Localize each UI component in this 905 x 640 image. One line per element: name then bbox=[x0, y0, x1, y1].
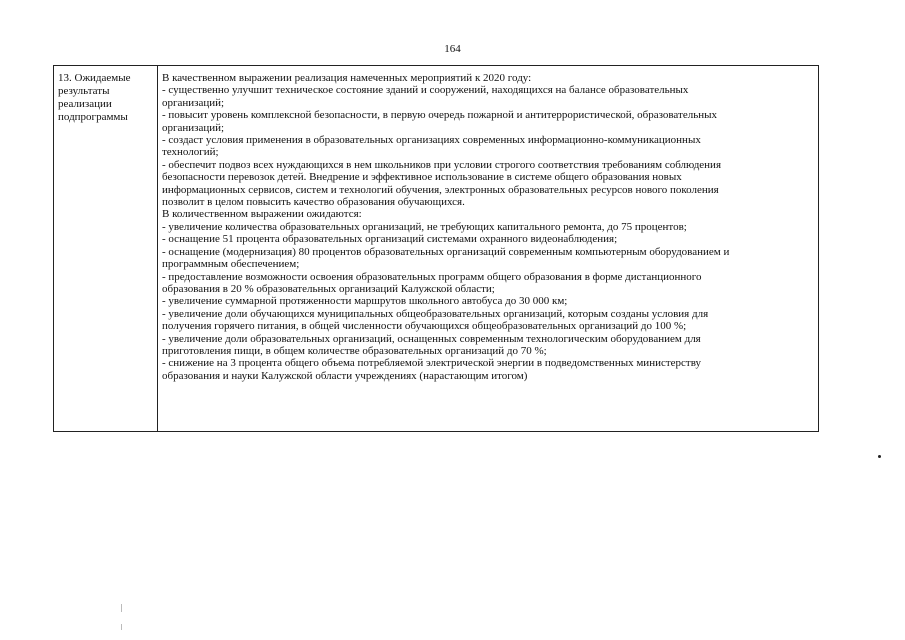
content-line: - увеличение количества образовательных организаций, не требующих капитального ремонта, до 75 процентов; bbox=[162, 220, 687, 233]
content-line: получения горячего питания, в общей численности обучающихся общеобразовательных организаций до 100 %; bbox=[162, 320, 687, 333]
results-table bbox=[53, 65, 819, 432]
content-line: безопасности перевозок детей. Внедрение и эффективное использование в системе общего образования новых bbox=[162, 171, 682, 184]
content-line: - повысит уровень комплексной безопасности, в первую очередь пожарной и антитеррористической, образовательных bbox=[162, 109, 718, 122]
content-line: технологий; bbox=[162, 146, 219, 159]
content-line: приготовления пищи, в общем количестве образовательных организаций до 70 %; bbox=[162, 344, 547, 357]
row-label-line: результаты bbox=[58, 84, 110, 97]
row-label-line: подпрограммы bbox=[58, 110, 128, 123]
content-line: - увеличение доли обучающихся муниципальных общеобразовательных организаций, которым созданы условия для bbox=[162, 307, 709, 320]
scan-mark bbox=[121, 624, 122, 630]
content-line: организаций; bbox=[162, 121, 225, 134]
content-line: - увеличение суммарной протяженности маршрутов школьного автобуса до 30 000 км; bbox=[162, 295, 568, 308]
row-label-cell bbox=[54, 66, 158, 431]
content-line: - оснащение 51 процента образовательных организаций системами охранного видеонаблюдения; bbox=[162, 233, 618, 246]
content-line: - создаст условия применения в образовательных организациях современных информационно-коммуникационных bbox=[162, 134, 701, 147]
row-label-line: реализации bbox=[58, 97, 112, 110]
row-content-cell bbox=[158, 66, 818, 431]
scan-speck bbox=[878, 455, 881, 458]
content-line: - увеличение доли образовательных организаций, оснащенных современным технологическим оборудованием для bbox=[162, 332, 701, 345]
content-line: - оснащение (модернизация) 80 процентов образовательных организаций современным компьютерным оборудованием и bbox=[162, 245, 730, 258]
content-line: В качественном выражении реализация намеченных мероприятий к 2020 году: bbox=[162, 72, 532, 84]
page-number: 164 bbox=[444, 43, 461, 55]
row-label-line: 13. Ожидаемые bbox=[58, 72, 131, 84]
content-line: образования и науки Калужской области учреждениях (нарастающим итогом) bbox=[162, 369, 528, 382]
content-line: - обеспечит подвоз всех нуждающихся в нем школьников при условии строгого соответствия требованиям соблюдения bbox=[162, 158, 722, 171]
content-line: программным обеспечением; bbox=[162, 258, 300, 271]
content-line: - снижение на 3 процента общего объема потребляемой электрической энергии в подведомственных министерству bbox=[162, 357, 702, 370]
content-line: В количественном выражении ожидаются: bbox=[162, 208, 362, 221]
content-line: организаций; bbox=[162, 96, 225, 109]
content-line: образования в 20 % образовательных организаций Калужской области; bbox=[162, 282, 495, 295]
content-line: - существенно улучшит техническое состояние зданий и сооружений, находящихся на балансе образовательных bbox=[162, 84, 689, 97]
content-line: - предоставление возможности освоения образовательных программ общего образования в форме дистанционного bbox=[162, 270, 702, 283]
content-line: позволит в целом повысить качество образования обучающихся. bbox=[162, 196, 465, 209]
content-line: информационных сервисов, систем и технологий обучения, электронных образовательных ресурсов нового поколения bbox=[162, 183, 719, 196]
scan-mark bbox=[121, 604, 122, 612]
